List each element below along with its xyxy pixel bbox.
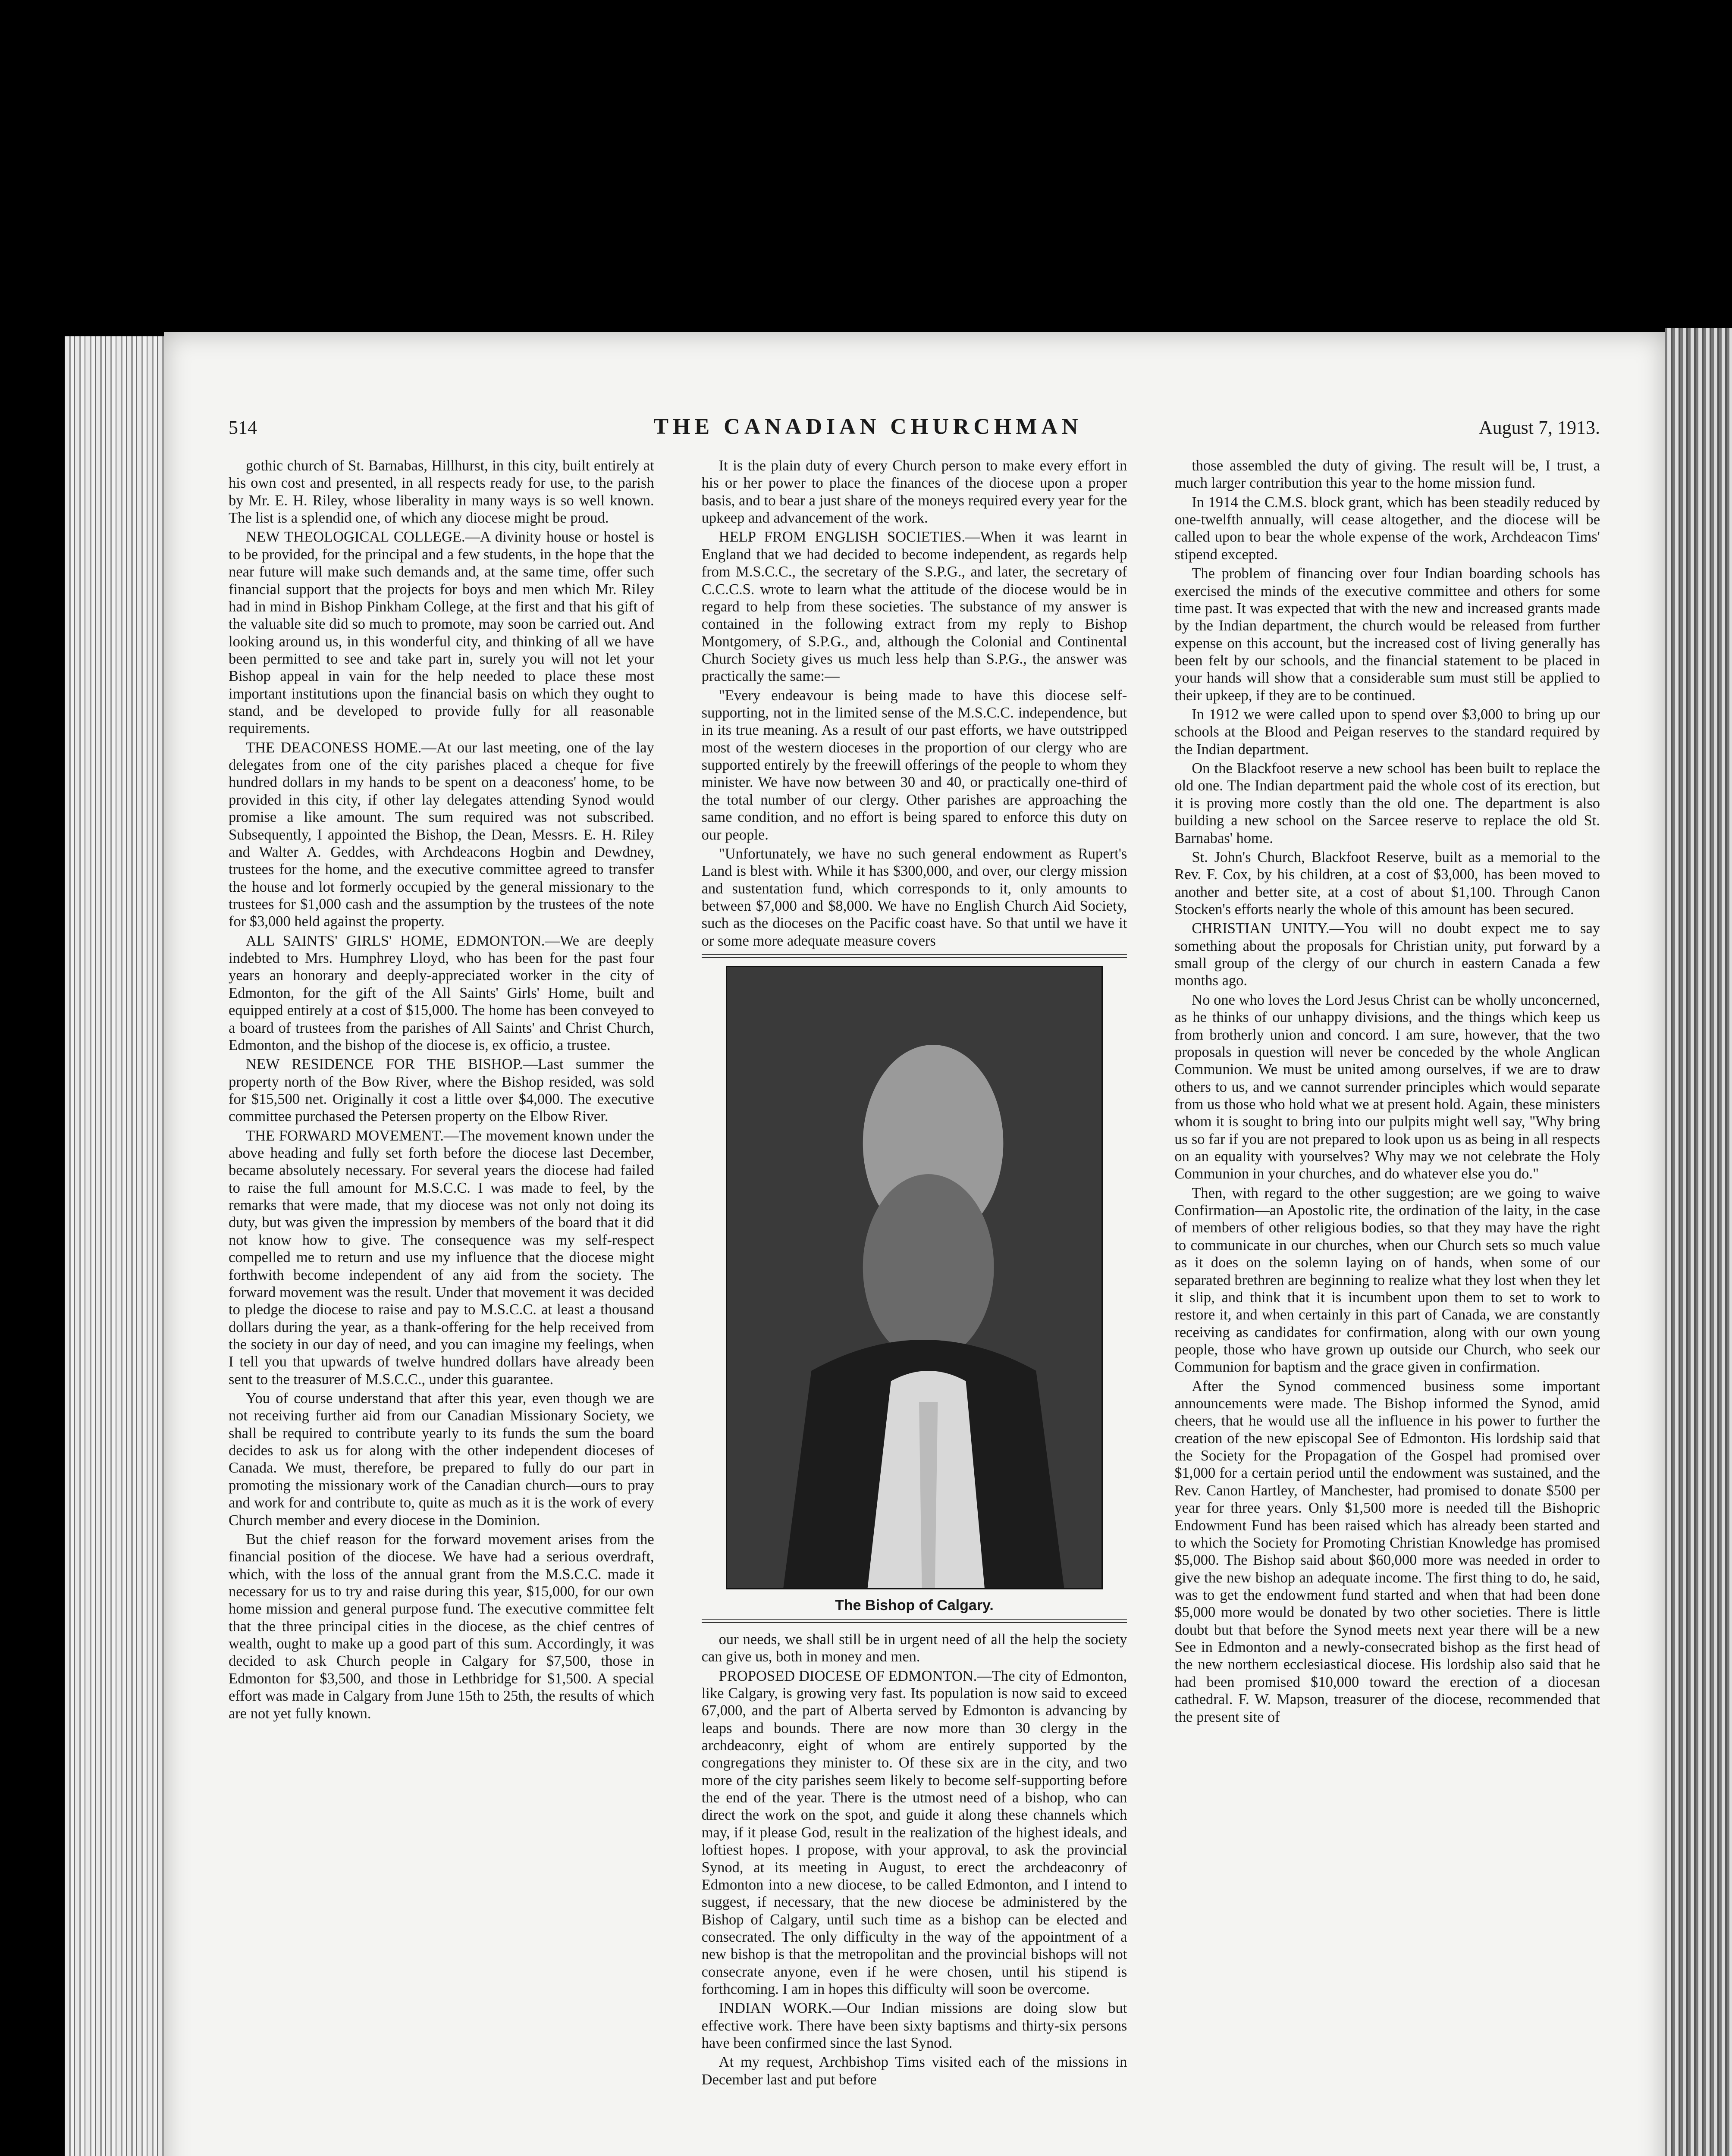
- paragraph: St. John's Church, Blackfoot Reserve, built as a memorial to the Rev. F. Cox, by his children, at a cost of $3,000, has been moved to another and better site, at a cost of about $1,100. Through Canon Stocken's efforts nearly the whole of this amount has been secured.: [1174, 849, 1600, 918]
- divider-rule: [702, 1619, 1127, 1623]
- paragraph: You of course understand that after this year, even though we are not receiving further aid from our Canadian Missionary Society, we shall be required to contribute yearly to its funds the sum the board decides to ask us for along with the other independent dioceses of Canada. We must, therefore, be prepared to fully do our part in promoting the missionary work of the Canadian church—ours to pray and work for and contribute to, quite as much as it is the work of every Church member and every diocese in the Dominion.: [229, 1390, 654, 1529]
- bishop-photo-figure: [702, 966, 1127, 1614]
- issue-date: August 7, 1913.: [1478, 417, 1600, 438]
- paragraph: At my request, Archbishop Tims visited each of the missions in December last and put before: [701, 2054, 1127, 2088]
- book-right-edge: [1665, 328, 1732, 2156]
- book-page-edges: [65, 336, 164, 2156]
- paragraph: NEW RESIDENCE FOR THE BISHOP.—Last summer the property north of the Bow River, where the Bishop resided, was sold for $15,500 net. Originally it cost a little over $4,000. The executive committee purchased the Petersen property on the Elbow River.: [229, 1056, 654, 1125]
- paragraph: But the chief reason for the forward movement arises from the financial position of the diocese. We have had a serious overdraft, which, with the loss of the annual grant from the M.S.C.C. made it necessary for us to try and raise during this year, $15,000, for our own home mission and general purpose fund. The executive committee felt that the three principal cities in the diocese, as the chief centres of wealth, ought to make up a good part of this sum. Accordingly, it was decided to ask Church people in Calgary for $7,500, those in Edmonton for $3,500, and those in Lethbridge for $1,500. A special effort was made in Calgary from June 15th to 25th, the results of which are not yet fully known.: [229, 1531, 654, 1722]
- text-columns: [229, 457, 1600, 2156]
- paragraph: PROPOSED DIOCESE OF EDMONTON.—The city of Edmonton, like Calgary, is growing very fast. Its population is now said to exceed 67,000, and the part of Alberta served by Edmonton is advancing by leaps and bounds. There are now more than 30 clergy in the archdeaconry, eight of whom are entirely supported by the congregations they minister to. Of these six are in the city, and two more of the city parishes seem likely to become self-supporting before the end of the year. There is the utmost need of a bishop, who can direct the work on the spot, and guide it along these channels which may, if it please God, result in the realization of the highest ideals, and loftiest hopes. I propose, with your approval, to ask the provincial Synod, at its meeting in August, to erect the archdeaconry of Edmonton into a new diocese, to be called Edmonton, and I intend to suggest, if necessary, that the new diocese be administered by the Bishop of Calgary, until such time as a bishop can be elected and consecrated. The only difficulty in the way of the appointment of a new bishop is that the metropolitan and the provincial bishops will not consecrate anyone, even if he were chosen, until his stipend is forthcoming. I am in hopes this difficulty will soon be overcome.: [701, 1667, 1127, 1998]
- page-number: 514: [229, 417, 257, 438]
- paragraph: In 1912 we were called upon to spend over $3,000 to bring up our schools at the Blood and Peigan reserves to the standard required by the Indian department.: [1174, 706, 1600, 758]
- divider-rule: [702, 954, 1127, 958]
- paragraph: THE DEACONESS HOME.—At our last meeting, one of the lay delegates from one of the city parishes placed a cheque for five hundred dollars in my hands to be spent on a deaconess' home, to be provided in this city, if other lay delegates attending Synod would promise a like amount. The sum required was not subscribed. Subsequently, I appointed the Bishop, the Dean, Messrs. E. H. Riley and Walter A. Geddes, with Archdeacons Hogbin and Dewdney, trustees for the home, and the executive committee agreed to transfer the house and lot formerly occupied by the general missionary to the trustees for $1,000 cash and the assumption by the trustees of the note for $3,000 held against the property.: [229, 739, 654, 930]
- paragraph: On the Blackfoot reserve a new school has been built to replace the old one. The Indian department paid the whole cost of its erection, but it is proving more costly than the old one. The department is also building a new school on the Sarcee reserve to replace the old St. Barnabas' home.: [1174, 760, 1600, 846]
- journal-title: THE CANADIAN CHURCHMAN: [653, 414, 1082, 439]
- paragraph: THE FORWARD MOVEMENT.—The movement known under the above heading and fully set forth before the diocese last December, became absolutely necessary. For several years the diocese had failed to raise the full amount for M.S.C.C. I was made to feel, by the remarks that were made, that my diocese was not only not doing its duty, but was given the impression by members of the board that it did not know how to give. The consequence was my self-respect compelled me to return and use my influence that the diocese might forthwith become independent of any aid from the society. The forward movement was the result. Under that movement it was decided to pledge the diocese to raise and pay to M.S.C.C. at least a thousand dollars during the year, as a thank-offering for the help received from the society in our day of need, and you can imagine my feelings, when I tell you that upwards of twelve hundred dollars have already been sent to the treasurer of M.S.C.C., under this guarantee.: [229, 1127, 654, 1388]
- paragraph: our needs, we shall still be in urgent need of all the help the society can give us, both in money and men.: [701, 1631, 1127, 1665]
- paragraph: ALL SAINTS' GIRLS' HOME, EDMONTON.—We are deeply indebted to Mrs. Humphrey Lloyd, who has been for the past four years an honorary and deeply-appreciated worker in the city of Edmonton, for the gift of the All Saints' Girls' Home, built and equipped entirely at a cost of $15,000. The home has been conveyed to a board of trustees from the parishes of All Saints' and Christ Church, Edmonton, and the bishop of the diocese is, ex officio, a trustee.: [229, 932, 654, 1053]
- photo-caption: The Bishop of Calgary.: [835, 1597, 994, 1614]
- paragraph: those assembled the duty of giving. The result will be, I trust, a much larger contribution this year to the home mission fund.: [1174, 458, 1600, 492]
- paragraph: HELP FROM ENGLISH SOCIETIES.—When it was learnt in England that we had decided to become independent, as regards help from M.S.C.C., the secretary of the S.P.G., and later, the secretary of C.C.C.S. wrote to learn what the attitude of the diocese would be in regard to help from these societies. The substance of my answer is contained in the following extract from my reply to Bishop Montgomery, of S.P.G., and, although the Colonial and Continental Church Society gives us much less help than S.P.G., the answer was practically the same:—: [701, 529, 1127, 685]
- paragraph: No one who loves the Lord Jesus Christ can be wholly unconcerned, as he thinks of our unhappy divisions, and the things which keep us from brotherly union and concord. I am sure, however, that the two proposals in question will never be conceded by the whole Anglican Communion. We must be united among ourselves, if we are to draw others to us, and we cannot surrender principles which would separate from us those who hold what we at present hold. Again, these ministers whom it is sought to bring into our pulpits might well say, "Why bring us so far if you are not prepared to look upon us as being in all respects on an equality with yourselves? Why may we not celebrate the Holy Communion in your churches, and do whatever else you do.": [1174, 991, 1600, 1182]
- paragraph: The problem of financing over four Indian boarding schools has exercised the minds of the executive committee and others for some time past. It was expected that with the new and increased grants made by the Indian department, the church would be released from further expense on this account, but the increased cost of living generally has been felt by our schools, and the financial statement to be placed in your hands will show that a considerable sum must still be applied to their upkeep, if they are to be continued.: [1174, 565, 1600, 704]
- paragraph: INDIAN WORK.—Our Indian missions are doing slow but effective work. There have been sixty baptisms and thirty-six persons have been confirmed since the last Synod.: [701, 2000, 1127, 2052]
- paragraph: "Unfortunately, we have no such general endowment as Rupert's Land is blest with. While it has $300,000, and over, our clergy mission and sustentation fund, which corresponds to it, only amounts to between $7,000 and $8,000. We have no English Church Aid Society, such as the dioceses on the Pacific coast have. So that until we have it or some more adequate measure covers: [701, 845, 1127, 949]
- column-3: [1174, 457, 1600, 2156]
- paragraph: In 1914 the C.M.S. block grant, which has been steadily reduced by one-twelfth annually, will cease altogether, and the diocese will be called upon to bear the whole expense of the work, Archdeacon Tims' stipend excepted.: [1174, 494, 1600, 563]
- paragraph: After the Synod commenced business some important announcements were made. The Bishop informed the Synod, amid cheers, that he would use all the influence in his power to further the creation of the new episcopal See of Edmonton. His lordship said that the Society for the Propagation of the Gospel had promised over $1,000 for a certain period until the endowment was sustained, and the Rev. Canon Hartley, of Manchester, had promised to donate $500 per year for three years. Only $1,500 more is needed till the Bishopric Endowment Fund has been raised which has already been started and to which the Society for Promoting Christian Knowledge has promised $5,000. The Bishop said about $60,000 more was needed in order to give the new bishop an adequate income. The first thing to do, he said, was to get the endowment fund started and when that had been done $5,000 more would be donated by two other societies. There is little doubt but that before the Synod meets next year there will be a new See in Edmonton and a newly-consecrated bishop as the first head of the new northern ecclesiastical diocese. His lordship also said that he had been promised $10,000 toward the erection of a diocesan cathedral. F. W. Mapson, treasurer of the diocese, recommended that the present site of: [1174, 1378, 1600, 1725]
- paragraph: "Every endeavour is being made to have this diocese self-supporting, not in the limited sense of the M.S.C.C. independence, but in its true meaning. As a result of our past efforts, we have outstripped most of the western dioceses in the proportion of our clergy who are supported entirely by the freewill offerings of the people to whom they minister. We have now between 30 and 40, or practically one-third of the total number of our clergy. Other parishes are approaching the same condition, and no effort is being spared to enforce this duty on our people.: [701, 687, 1127, 843]
- paragraph: CHRISTIAN UNITY.—You will no doubt expect me to say something about the proposals for Christian unity, put forward by a small group of the clergy of our church in eastern Canada a few months ago.: [1174, 920, 1600, 989]
- page-header: [229, 414, 1600, 453]
- paragraph: NEW THEOLOGICAL COLLEGE.—A divinity house or hostel is to be provided, for the principal and a few students, in the hope that the near future will make such demands and, at the same time, offer such financial support that the projects for boys and men which Mr. Riley had in mind in Bishop Pinkham College, at the first and that his gift of the valuable site did so much to promote, may soon be carried out. And looking around us, in this wonderful city, and thinking of all we have been permitted to see and take part in, surely you will not let your Bishop appeal in vain for the help needed to place these most important institutions upon the financial basis on which they ought to stand, and be developed to provide fully for all reasonable requirements.: [229, 529, 654, 737]
- paragraph: Then, with regard to the other suggestion; are we going to waive Confirmation—an Apostolic rite, the ordination of the laity, in the case of members of other religious bodies, so that they may have the right to communicate in our churches, when our Church sets so much value as it does on the solemn laying on of hands, when some of our separated brethren are beginning to realize what they lost when they let it slip, and think that it is incumbent upon them to set to work to restore it, and when certainly in this part of Canada, we are constantly receiving as candidates for confirmation, along with our own young people, those who have grown up outside our Church, who seek our Communion for baptism and the grace given in confirmation.: [1174, 1185, 1600, 1376]
- column-2: [702, 457, 1127, 2156]
- bishop-portrait-image: [726, 966, 1103, 1589]
- paragraph: It is the plain duty of every Church person to make every effort in his or her power to place the finances of the diocese upon a proper basis, and to bear a just share of the moneys required every year for the upkeep and advancement of the work.: [701, 458, 1127, 526]
- column-1: [229, 457, 654, 2156]
- paragraph: gothic church of St. Barnabas, Hillhurst, in this city, built entirely at his own cost and presented, in all respects ready for use, to the parish by Mr. E. H. Riley, whose liberality in many ways is so well known. The list is a splendid one, of which any diocese might be proud.: [229, 458, 654, 526]
- newspaper-page: [164, 332, 1665, 2156]
